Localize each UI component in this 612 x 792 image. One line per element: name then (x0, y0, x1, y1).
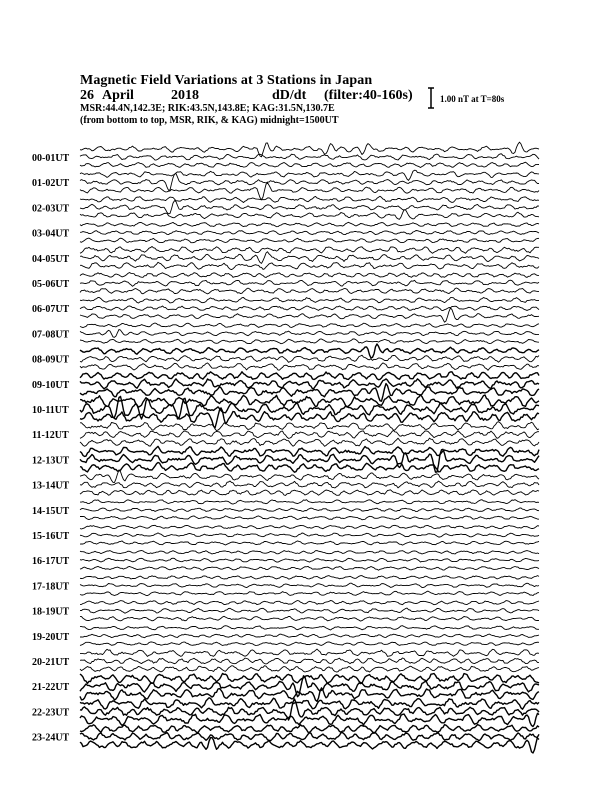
date-day: 26 (80, 88, 94, 103)
traces (80, 142, 539, 753)
trace-rik (80, 306, 539, 311)
hour-label: 20-21UT (32, 657, 70, 668)
trace-kag (80, 222, 539, 226)
hour-label: 16-17UT (32, 556, 70, 568)
hour-label: 21-22UT (32, 682, 70, 694)
hour-label: 02-03UT (32, 203, 70, 215)
trace-msr (80, 210, 539, 220)
trace-rik (80, 252, 539, 264)
trace-kag (80, 601, 539, 605)
trace-kag (80, 247, 539, 254)
hour-label: 12-13UT (32, 455, 70, 467)
hour-label: 18-19UT (32, 606, 70, 618)
trace-msr (80, 162, 539, 167)
hour-label: 03-04UT (32, 228, 70, 240)
trace-kag (80, 725, 539, 733)
trace-rik (80, 154, 539, 160)
hour-label: 01-02UT (32, 178, 70, 190)
trace-kag (80, 674, 539, 684)
hour-label: 08-09UT (32, 354, 70, 366)
order-line: (from bottom to top, MSR, RIK, & KAG) midnight=1500UT (80, 115, 339, 126)
trace-msr (80, 363, 539, 370)
trace-kag (80, 626, 539, 630)
trace-rik (80, 583, 539, 587)
hour-label: 10-11UT (32, 405, 69, 416)
trace-rik (80, 634, 539, 638)
trace-rik (80, 330, 539, 338)
trace-msr (80, 688, 539, 701)
trace-kag (80, 649, 539, 656)
hour-label: 04-05UT (32, 253, 70, 265)
trace-msr (80, 438, 539, 446)
trace-msr (80, 490, 539, 496)
hour-label: 14-15UT (32, 505, 70, 517)
trace-msr (80, 713, 539, 726)
trace-msr (80, 262, 539, 269)
trace-msr (80, 238, 539, 243)
hour-label: 13-14UT (32, 480, 70, 492)
trace-msr (80, 566, 539, 570)
trace-rik (80, 481, 539, 488)
trace-rik (80, 379, 539, 389)
hour-label: 22-23UT (32, 707, 70, 719)
trace-rik (80, 533, 539, 537)
scale-bar (428, 88, 434, 108)
hour-label: 15-16UT (32, 531, 70, 542)
trace-msr (80, 183, 539, 200)
hour-label: 17-18UT (32, 581, 70, 593)
hour-label: 00-01UT (32, 153, 70, 164)
trace-rik (80, 608, 539, 613)
trace-kag (80, 298, 539, 304)
trace-kag (80, 323, 539, 328)
trace-rik (80, 201, 539, 214)
trace-msr (80, 541, 539, 545)
trace-kag (80, 500, 539, 504)
trace-kag (80, 372, 539, 380)
trace-rik (80, 508, 539, 512)
trace-msr (80, 384, 539, 402)
quantity-label: dD/dt (272, 88, 307, 103)
trace-msr (80, 339, 539, 344)
trace-msr (80, 666, 539, 672)
trace-kag (80, 470, 539, 483)
trace-msr (80, 642, 539, 646)
hour-label: 07-08UT (32, 329, 70, 341)
trace-msr (80, 616, 539, 621)
trace-msr (80, 591, 539, 595)
trace-kag (80, 551, 539, 555)
trace-rik (80, 558, 539, 562)
scale-bar-label: 1.00 nT at T=80s (440, 94, 505, 104)
trace-kag (80, 525, 539, 529)
trace-kag (80, 446, 539, 456)
trace-kag (80, 576, 539, 580)
hour-label: 06-07UT (32, 304, 70, 316)
filter-label: (filter:40-160s) (324, 88, 413, 103)
hour-label: 11-12UT (32, 430, 69, 442)
date-month: April (102, 88, 134, 103)
trace-kag (80, 196, 539, 202)
trace-rik (80, 174, 539, 191)
trace-rik (80, 733, 539, 741)
trace-rik (80, 355, 539, 362)
hour-label: 05-06UT (32, 279, 70, 290)
trace-msr (80, 516, 539, 520)
trace-rik (80, 430, 539, 438)
trace-msr (80, 288, 539, 294)
hour-label: 23-24UT (32, 732, 70, 744)
chart-title: Magnetic Field Variations at 3 Stations in Japan (80, 73, 373, 88)
trace-msr (80, 308, 539, 322)
trace-kag (80, 170, 539, 180)
trace-kag (80, 422, 539, 431)
hour-labels (32, 153, 70, 744)
trace-rik (80, 231, 539, 235)
trace-kag (80, 344, 539, 358)
trace-rik (80, 658, 539, 664)
date-year: 2018 (171, 88, 199, 103)
trace-rik (80, 280, 539, 286)
stations-line: MSR:44.4N,142.3E; RIK:43.5N,143.8E; KAG:31.5N,130.7E (80, 103, 335, 114)
trace-kag (80, 273, 539, 278)
hour-label: 09-10UT (32, 379, 70, 391)
hour-label: 19-20UT (32, 631, 70, 643)
